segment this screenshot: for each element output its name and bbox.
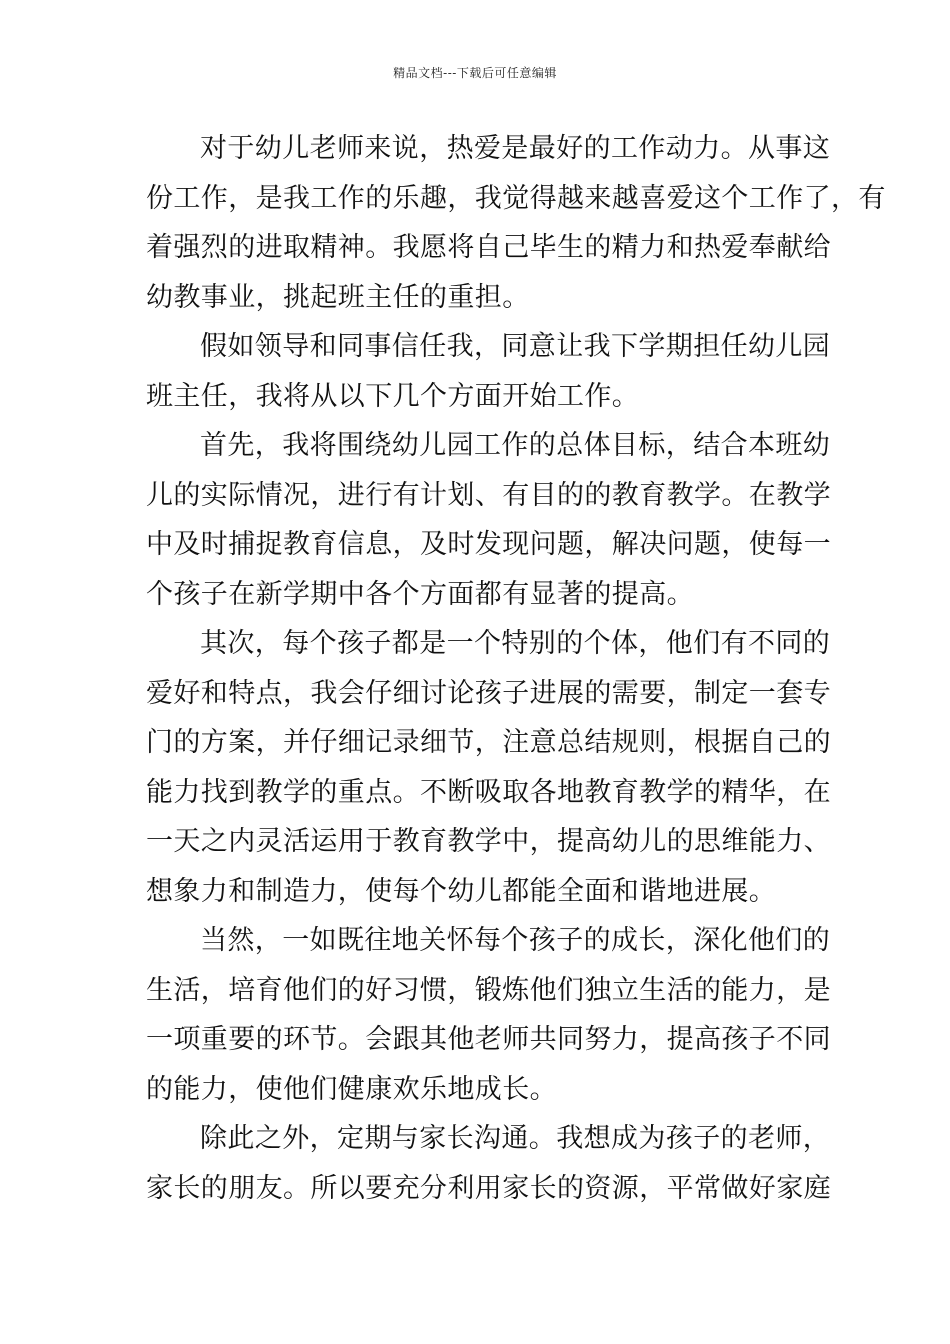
paragraph [146,124,886,322]
text-line: 儿的实际情况，进行有计划、有目的的教育教学。在教学 [146,479,831,511]
document-body [146,124,886,1213]
paragraph [146,421,831,619]
text-line: 爱好和特点，我会仔细讨论孩子进展的需要，制定一套专 [146,677,831,709]
text-line: 对于幼儿老师来说，热爱是最好的工作动力。从事这 [200,133,831,164]
page-header: 精品文档---下载后可任意编辑 [393,66,557,80]
text-line: 其次，每个孩子都是一个特别的个体，他们有不同的 [200,628,831,659]
paragraph [146,619,831,916]
text-line: 个孩子在新学期中各个方面都有显著的提高。 [146,578,694,610]
text-line: 假如领导和同事信任我，同意让我下学期担任幼儿园 [200,331,831,362]
text-line: 一天之内灵活运用于教育教学中，提高幼儿的思维能力、 [146,826,831,857]
text-line: 中及时捕捉教育信息，及时发现问题，解决问题，使每一 [146,529,831,560]
text-line: 着强烈的进取精神。我愿将自己毕生的精力和热爱奉献给 [146,232,831,263]
paragraph [146,322,831,421]
text-line: 一项重要的环节。会跟其他老师共同努力，提高孩子不同 [146,1024,831,1055]
text-line: 除此之外，定期与家长沟通。我想成为孩子的老师， [200,1123,831,1154]
paragraph [146,916,831,1114]
text-line: 家长的朋友。所以要充分利用家长的资源，平常做好家庭 [146,1172,831,1204]
text-line: 门的方案，并仔细记录细节，注意总结规则，根据自己的 [146,727,831,758]
text-line: 首先，我将围绕幼儿园工作的总体目标，结合本班幼 [200,430,831,461]
paragraph [146,1114,831,1213]
text-line: 的能力，使他们健康欢乐地成长。 [146,1073,557,1105]
text-line: 班主任，我将从以下几个方面开始工作。 [146,380,640,412]
text-line: 生活，培育他们的好习惯，锻炼他们独立生活的能力，是 [146,974,831,1006]
text-line: 能力找到教学的重点。不断吸取各地教育教学的精华，在 [146,776,831,808]
text-line: 当然，一如既往地关怀每个孩子的成长，深化他们的 [200,925,831,956]
text-line: 份工作，是我工作的乐趣，我觉得越来越喜爱这个工作了，有 [146,182,886,214]
text-line: 想象力和制造力，使每个幼儿都能全面和谐地进展。 [146,875,777,907]
text-line: 幼教事业，挑起班主任的重担。 [146,281,530,313]
